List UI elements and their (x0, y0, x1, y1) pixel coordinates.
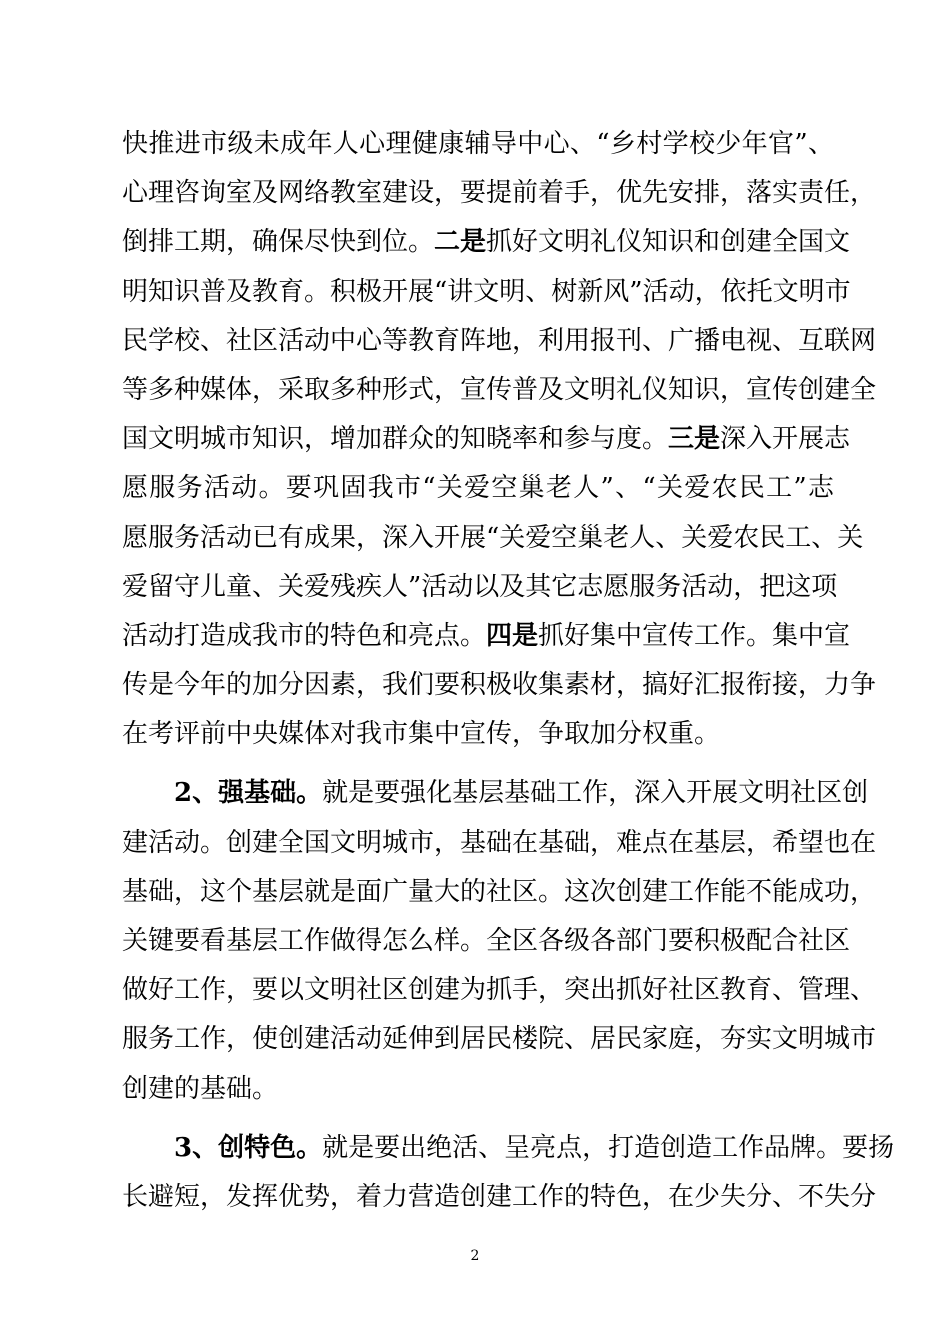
text-line (122, 464, 834, 513)
text-line (122, 169, 877, 218)
text-run: 做好工作，要以文明社区创建为抓手，突出抓好社区教育、管理、 (122, 975, 877, 1006)
text-run: 抓好文明礼仪知识和创建全国文 (486, 227, 851, 258)
bold-text: 三是 (668, 424, 721, 455)
bold-text: 3、创特色。 (174, 1132, 323, 1163)
text-run: 抓好集中宣传工作。集中宣 (538, 620, 851, 651)
text-run: 国文明城市知识，增加群众的知晓率和参与度。 (122, 424, 669, 455)
text-line (122, 917, 851, 966)
text-run: 就是要强化基层基础工作，深入开展文明社区创 (322, 778, 869, 809)
text-line (122, 1015, 877, 1064)
text-run: 在考评前中央媒体对我市集中宣传，争取加分权重。 (122, 719, 721, 750)
text-line (122, 1173, 877, 1222)
text-run: 长避短，发挥优势，着力营造创建工作的特色，在少失分、不失分 (122, 1181, 877, 1212)
bold-text: 二是 (434, 227, 487, 258)
text-line (122, 366, 877, 415)
text-run: 爱留守儿童、关爱残疾人”活动以及其它志愿服务活动，把这项 (122, 571, 838, 602)
text-run: 愿服务活动。要巩固我市“关爱空巢老人”、“关爱农民工”志 (122, 473, 834, 504)
text-run: 愿服务活动已有成果，深入开展“关爱空巢老人、关爱农民工、关 (122, 522, 864, 553)
text-run: 创建的基础。 (122, 1073, 279, 1104)
text-run: 传是今年的加分因素，我们要积极收集素材，搞好汇报衔接，力争 (122, 670, 877, 701)
text-line (122, 612, 851, 661)
text-run: 活动打造成我市的特色和亮点。 (122, 620, 487, 651)
bold-text: 四是 (486, 620, 539, 651)
text-line (122, 317, 877, 366)
text-line (122, 415, 851, 464)
text-line (122, 1065, 834, 1114)
text-run: 建活动。创建全国文明城市，基础在基础，难点在基层，希望也在 (122, 827, 877, 858)
bold-text: 2、强基础。 (174, 778, 323, 809)
text-line (122, 514, 864, 563)
text-line (122, 268, 851, 317)
text-run: 民学校、社区活动中心等教育阵地，利用报刊、广播电视、互联网 (122, 325, 877, 356)
text-run: 明知识普及教育。积极开展“讲文明、树新风”活动，依托文明市 (122, 276, 851, 307)
text-line (122, 120, 834, 169)
text-line (122, 218, 851, 267)
text-line (122, 1124, 895, 1173)
text-run: 服务工作，使创建活动延伸到居民楼院、居民家庭，夯实文明城市 (122, 1024, 877, 1055)
text-line (122, 769, 869, 818)
text-run: 等多种媒体，采取多种形式，宣传普及文明礼仪知识，宣传创建全 (122, 374, 877, 405)
text-line (122, 819, 877, 868)
text-run: 就是要出绝活、呈亮点，打造创造工作品牌。要扬 (322, 1132, 895, 1163)
text-run: 倒排工期，确保尽快到位。 (122, 227, 435, 258)
text-run: 基础，这个基层就是面广量大的社区。这次创建工作能不能成功， (122, 876, 877, 907)
text-line (122, 966, 877, 1015)
text-line (122, 661, 877, 710)
text-run: 快推进市级未成年人心理健康辅导中心、“乡村学校少年官”、 (122, 129, 834, 159)
text-run: 深入开展志 (720, 424, 851, 455)
body-text (122, 120, 895, 1222)
text-run: 关键要看基层工作做得怎么样。全区各级各部门要积极配合社区 (122, 926, 851, 956)
page-number: 2 (470, 1248, 480, 1264)
text-run: 心理咨询室及网络教室建设，要提前着手，优先安排，落实责任， (122, 178, 877, 209)
text-line (122, 563, 838, 612)
text-line (122, 868, 877, 917)
text-line (122, 710, 834, 759)
